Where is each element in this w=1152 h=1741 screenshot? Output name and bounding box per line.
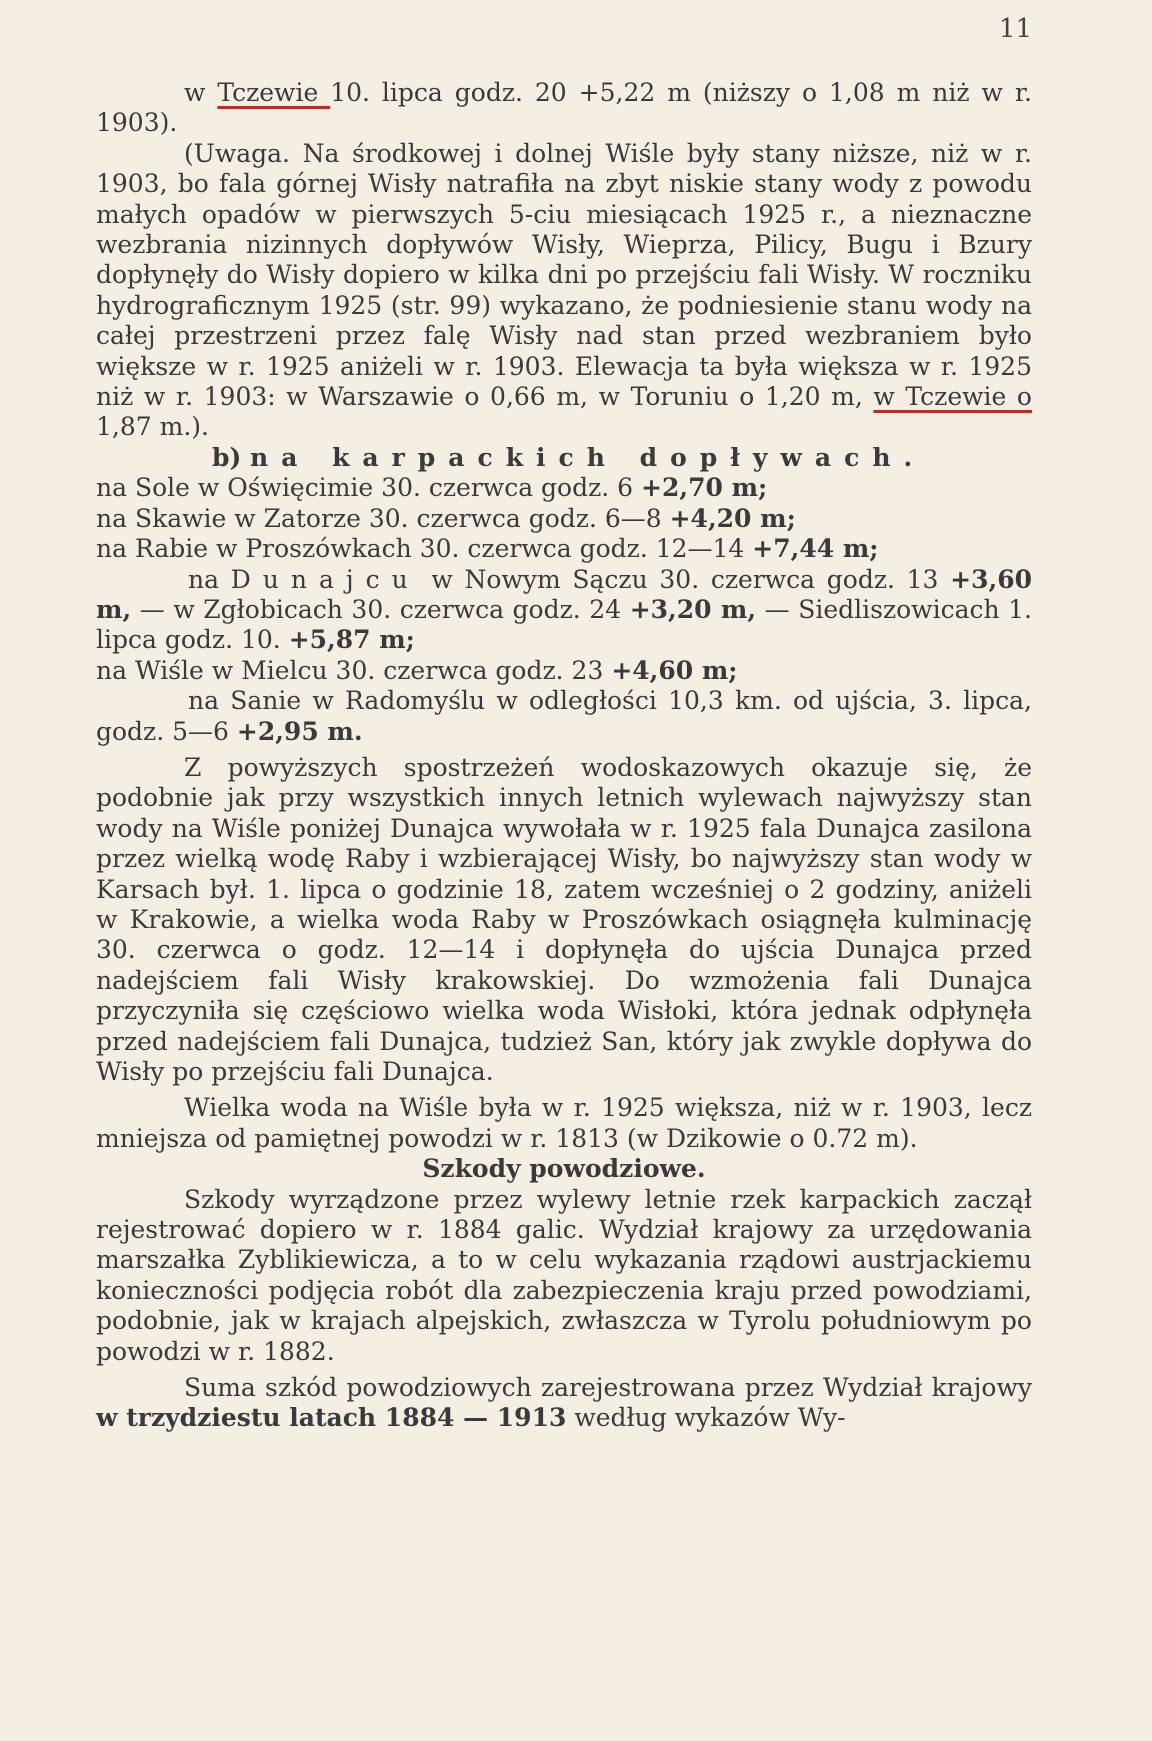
list-item-san: na Sanie w Radomyślu w odległości 10,3 km. od ujścia, 3. lipca, godz. 5—6 +2,95 m. xyxy=(96,686,1032,746)
paragraph-remark: (Uwaga. Na środkowej i dolnej Wiśle były stany niższe, niż w r. 1903, bo fala górnej Wisły natrafiła na zbyt niskie stany wody z powodu małych opadów w pierwszych 5-ciu miesiącach 1925 r., a nieznaczne wezbrania nizinnych dopływów Wisły, Wieprza, Pilicy, Bugu i Bzury dopłynęły do Wisły dopiero w kilka dni po przejściu fali Wisły. W roczniku hydrograficznym 1925 (str. 99) wykazano, że podniesienie stanu wody na całej przestrzeni przez falę Wisły nad stan przed wezbraniem było większe w r. 1925 aniżeli w r. 1903. Elewacja ta była większa w r. 1925 niż w r. 1903: w Warszawie o 0,66 m, w Toruniu o 1,20 m, w Tczewie o 1,87 m.). xyxy=(96,138,1032,442)
underlined-tczewie: Tczewie xyxy=(217,78,331,107)
section-heading: Szkody powodziowe. xyxy=(422,1154,706,1184)
paragraph-damages: Szkody wyrządzone przez wylewy letnie rzek karpackich zaczął rejestrować dopiero w r. 1884 galic. Wydział krajowy za urzędowania marszałka Zyblikiewicza, a to w celu wykazania rządowi austrjackiemu konieczności podjęcia robót dla zabezpieczenia kraju przed powodziami, podobnie, jak w krajach alpejskich, zwłaszcza w Tyrolu południowym po powodzi w r. 1882. xyxy=(96,1184,1032,1366)
list-item: na Sole w Oświęcimie 30. czerwca godz. 6 +2,70 m; xyxy=(96,473,768,503)
paragraph-great-flood: Wielka woda na Wiśle była w r. 1925 większa, niż w r. 1903, lecz mniejsza od pamiętnej powodzi w r. 1813 (w Dzikowie o 0.72 m). xyxy=(96,1093,1032,1153)
paragraph-sum: Suma szkód powodziowych zarejestrowana przez Wydział krajowy w trzydziestu latach 1884 — 1913 według wykazów Wy- xyxy=(96,1373,1032,1433)
list-item-mielec: na Wiśle w Mielcu 30. czerwca godz. 23 +4,60 m; xyxy=(96,655,738,685)
page-number: 11 xyxy=(998,14,1032,44)
paragraph-observations: Z powyższych spostrzeżeń wodoskazowych okazuje się, że podobnie jak przy wszystkich innych letnich wylewach najwyższy stan wody na Wiśle poniżej Dunajca wywołała w r. 1925 fala Dunajca zasilona przez wielką wodę Raby i wzbierającej Wisły, bo najwyższy stan wody w Karsach był. 1. lipca o godzinie 18, zatem wcześniej o 2 godziny, aniżeli w Krakowie, a wielka woda Raby w Proszówkach osiągnęła kulminację 30. czerwca o godz. 12—14 i dopłynęła do ujścia Dunajca przed nadejściem fali Wisły krakowskiej. Do wzmożenia fali Dunajca przyczyniła się częściowo wielka woda Wisłoki, która jednak odpłynęła przed nadejściem fali Dunajca, tudzież San, który jak zwykle dopływa do Wisły po przejściu fali Dunajca. xyxy=(96,752,1032,1086)
list-item: na Rabie w Proszówkach 30. czerwca godz. 12—14 +7,44 m; xyxy=(96,534,879,564)
subheading-carpathian-tributaries: b) na karpackich dopływach. xyxy=(212,442,926,472)
page-body xyxy=(96,78,1032,1434)
underlined-w-tczewie-o: w Tczewie o xyxy=(873,382,1032,412)
paragraph-tczew-level: w Tczewie 10. lipca godz. 20 +5,22 m (niższy o 1,08 m niż w r. 1903). xyxy=(96,78,1032,138)
list-item-dunajec: na Dunajcu w Nowym Sączu 30. czerwca godz. 13 +3,60 m, — w Zgłobicach 30. czerwca godz. 24 +3,20 m, — Siedliszowicach 1. lipca godz. 10. +5,87 m; xyxy=(96,564,1033,655)
list-item: na Skawie w Zatorze 30. czerwca godz. 6—8 +4,20 m; xyxy=(96,503,796,533)
